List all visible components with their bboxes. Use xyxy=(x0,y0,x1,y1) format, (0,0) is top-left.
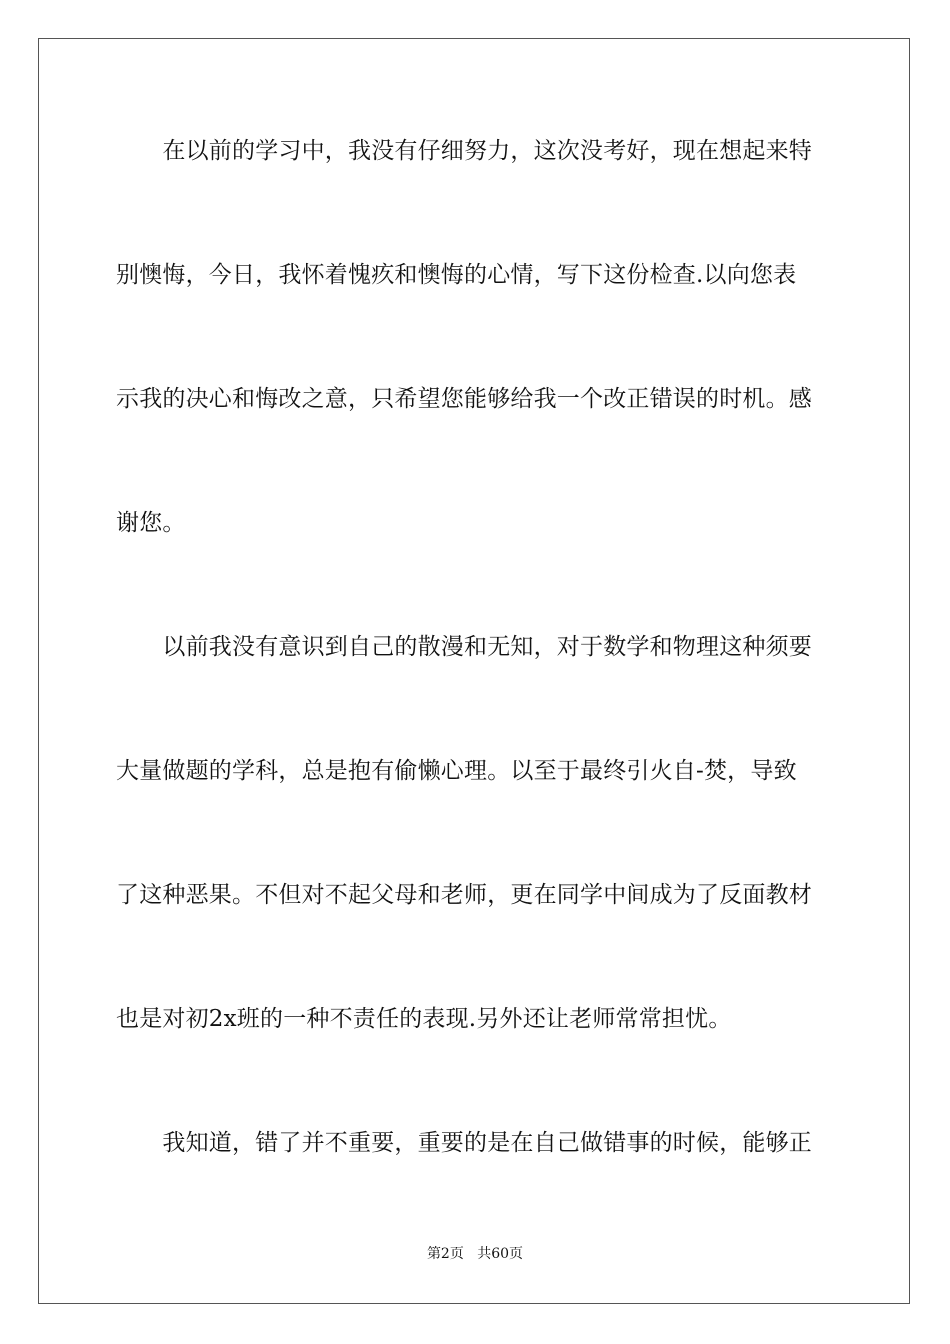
page-footer xyxy=(0,1244,950,1264)
page-border xyxy=(38,38,910,1304)
paragraph-line-9: 我知道，错了并不重要，重要的是在自己做错事的时候，能够正 xyxy=(116,1130,812,1156)
page-number: 第2页 xyxy=(426,1246,464,1262)
paragraph-line-7: 了这种恶果。不但对不起父母和老师，更在同学中间成为了反面教材 xyxy=(116,882,812,908)
page-total: 共60页 xyxy=(477,1246,524,1262)
paragraph-line-2: 别懊悔，今日，我怀着愧疚和懊悔的心情，写下这份检查.以向您表 xyxy=(116,262,797,288)
paragraph-line-3: 示我的决心和悔改之意，只希望您能够给我一个改正错误的时机。感 xyxy=(116,386,812,412)
paragraph-line-5: 以前我没有意识到自己的散漫和无知，对于数学和物理这种须要 xyxy=(116,634,812,660)
paragraph-line-8: 也是对初2x班的一种不责任的表现.另外还让老师常常担忧。 xyxy=(116,1006,732,1032)
paragraph-line-1: 在以前的学习中，我没有仔细努力，这次没考好，现在想起来特 xyxy=(116,138,812,164)
paragraph-line-6: 大量做题的学科，总是抱有偷懒心理。以至于最终引火自-焚，导致 xyxy=(116,758,797,784)
paragraph-line-4: 谢您。 xyxy=(116,510,186,536)
